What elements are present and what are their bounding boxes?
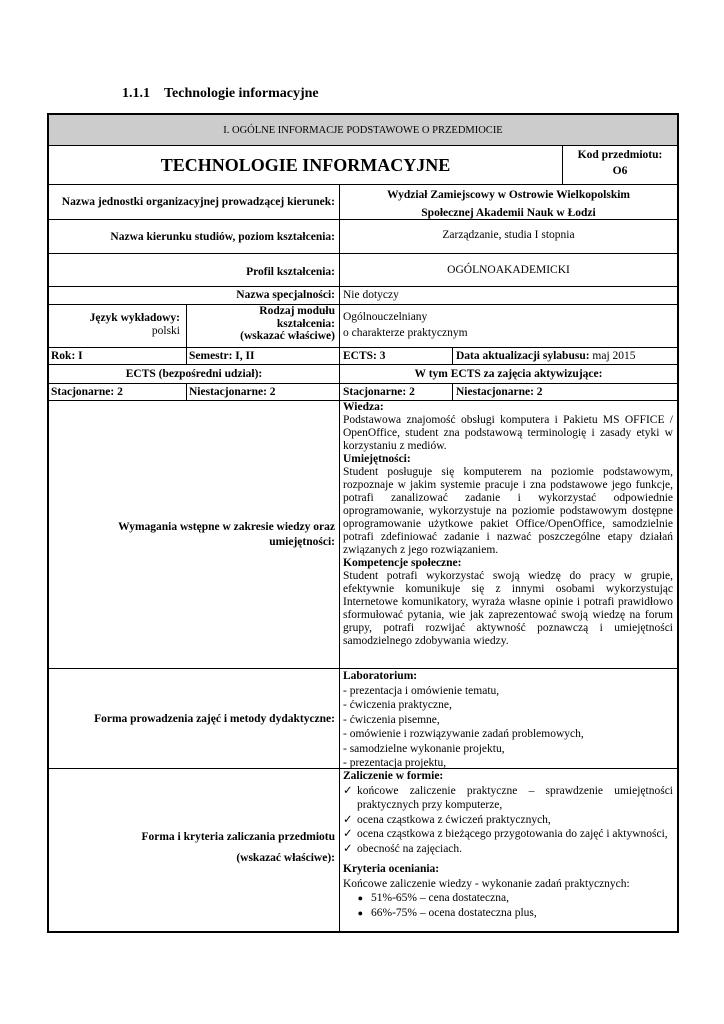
section-title: Technologie informacyjne <box>164 86 319 101</box>
assessment-form-title: Zaliczenie w formie: <box>343 770 444 782</box>
social-title: Kompetencje społeczne: <box>343 557 462 569</box>
unit-value-line-1: Wydział Zamiejscowy w Ostrowie Wielkopolskim <box>387 189 630 201</box>
assessment-label <box>49 827 339 867</box>
update-date <box>456 348 677 364</box>
ects-direct-header: ECTS (bezpośredni udział): <box>125 368 263 380</box>
ects-total: ECTS: 3 <box>343 350 386 362</box>
profile-value: OGÓLNOAKADEMICKI <box>447 264 570 276</box>
unit-value <box>340 185 677 219</box>
course-name: TECHNOLOGIE INFORMACYJNE <box>160 155 451 175</box>
social-text: Student potrafi wykorzystać swoją wiedzę do pracy w grupie, efektywnie komunikuje się z innymi osobami wykorzystując Internetowe komunikatory, wyraża własne opinie i potrafi prawidłowo sformułować pytania, wie jak zaprezentować swoją wiedzę na forum grupy, potrafi rozwijać aktywność poznawczą i umiejętności samodzielnego zdobywania wiedzy. <box>343 570 673 647</box>
module-value-line-1: Ogólnouczelniany <box>343 311 428 323</box>
module-value-line-2: o charakterze praktycznym <box>343 327 468 339</box>
specialty-label: Nazwa specjalności: <box>236 289 335 301</box>
update-date-label: Data aktualizacji sylabusu: <box>456 350 590 362</box>
checkmark-icon: ✓ <box>343 813 353 826</box>
unit-value-line-2: Społecznej Akademii Nauk w Łodzi <box>421 207 596 219</box>
methods-title: Laboratorium: <box>343 670 418 682</box>
checkmark-icon: ✓ <box>343 828 353 840</box>
knowledge-text: Podstawowa znajomość obsługi komputera i Pakietu MS OFFICE / OpenOffice, student zna podstawową terminologię i zasady etyki w korzystaniu z mediów. <box>343 414 673 452</box>
specialty-value: Nie dotyczy <box>343 289 399 301</box>
ects-direct-full-time: Stacjonarne: 2 <box>51 386 123 398</box>
update-date-value: maj 2015 <box>592 350 636 362</box>
bullet-icon: ● <box>357 893 363 903</box>
ects-active-full-time: Stacjonarne: 2 <box>343 386 415 398</box>
requirements-content <box>343 401 673 668</box>
section-number: 1.1.1 <box>122 86 150 101</box>
methods-content <box>343 669 673 768</box>
language-value: polski <box>151 325 180 337</box>
methods-item: - ćwiczenia pisemne, <box>343 713 440 726</box>
checkmark-icon: ✓ <box>343 784 353 797</box>
profile-label: Profil kształcenia: <box>246 266 335 278</box>
assessment-form-item: ✓ ocena cząstkowa z ćwiczeń praktycznych, <box>343 813 551 826</box>
module-label-line-2: kształcenia: <box>276 317 335 330</box>
section-heading <box>122 86 319 102</box>
methods-label: Forma prowadzenia zajęć i metody dydaktyczne: <box>94 713 335 725</box>
syllabus-table <box>47 113 679 933</box>
module-label-line-1: Rodzaj modułu <box>259 305 335 317</box>
assessment-label-line-2: (wskazać właściwe): <box>236 852 335 864</box>
language-cell <box>49 305 186 347</box>
module-value <box>343 305 677 347</box>
methods-item: - prezentacja i omówienie tematu, <box>343 684 500 697</box>
assessment-form-item: ✓ końcowe zaliczenie praktyczne – sprawdzenie umiejętności praktycznych przy komputerze, <box>343 784 673 811</box>
field-label: Nazwa kierunku studiów, poziom kształcenia: <box>110 231 335 243</box>
checkmark-icon: ✓ <box>343 842 353 855</box>
methods-item: - samodzielne wykonanie projektu, <box>343 742 505 755</box>
assessment-form-item: ✓ obecność na zajęciach. <box>343 842 463 855</box>
unit-label: Nazwa jednostki organizacyjnej prowadzącej kierunek: <box>61 196 335 208</box>
methods-item: - omówienie i rozwiązywanie zadań problemowych, <box>343 728 584 740</box>
module-label <box>187 305 339 347</box>
ects-direct-part-time: Niestacjonarne: 2 <box>189 386 276 398</box>
year: Rok: I <box>51 350 83 362</box>
requirements-label <box>49 520 339 560</box>
requirements-label-line-1: Wymagania wstępne w zakresie wiedzy oraz <box>118 521 335 533</box>
course-code-value: O6 <box>612 165 628 177</box>
criteria-intro: Końcowe zaliczenie wiedzy - wykonanie zadań praktycznych: <box>343 877 630 890</box>
methods-item: - prezentacja projektu, <box>343 757 447 769</box>
criteria-title: Kryteria oceniania: <box>343 863 440 875</box>
assessment-content <box>343 769 673 933</box>
skills-text: Student posługuje się komputerem na poziomie podstawowym, rozpoznaje w jakim systemie pracuje i zna podstawowe jego funkcje, potrafi zanalizować zadanie i wykorzystać odpowiednie oprogramowanie, wykorzystuje na poziomie podstawowym dostępne oprogramowanie użytkowe pakiet Office/OpenOffice, samodzielnie potrafi zdefiniować zadanie i nazwać poszczególne etapy działań związanych z jego rozwiązaniem. <box>343 466 673 556</box>
criteria-item: ● 66%-75% – ocena dostateczna plus, <box>343 906 673 921</box>
course-code-label: Kod przedmiotu: <box>577 149 663 161</box>
table-banner: I. OGÓLNE INFORMACJE PODSTAWOWE O PRZEDMIOCIE <box>49 115 677 145</box>
methods-item: - ćwiczenia praktyczne, <box>343 699 452 711</box>
skills-title: Umiejętności: <box>343 453 411 465</box>
semester: Semestr: I, II <box>189 350 255 362</box>
requirements-label-line-2: umiejętności: <box>269 536 335 548</box>
course-code <box>563 147 677 184</box>
criteria-item: ● 51%-65% – cena dostateczna, <box>343 891 673 906</box>
field-value: Zarządzanie, studia I stopnia <box>442 229 575 241</box>
ects-active-header: W tym ECTS za zajęcia aktywizujące: <box>414 368 603 380</box>
ects-active-part-time: Niestacjonarne: 2 <box>456 386 543 398</box>
knowledge-title: Wiedza: <box>343 401 384 413</box>
assessment-label-line-1: Forma i kryteria zaliczania przedmiotu <box>141 831 335 843</box>
language-label: Język wykładowy: <box>89 312 180 324</box>
bullet-icon: ● <box>357 907 363 918</box>
module-label-line-3: (wskazać właściwe) <box>240 330 335 342</box>
assessment-form-item: ✓ ocena cząstkowa z bieżącego przygotowania do zajęć i aktywności, <box>343 828 668 840</box>
